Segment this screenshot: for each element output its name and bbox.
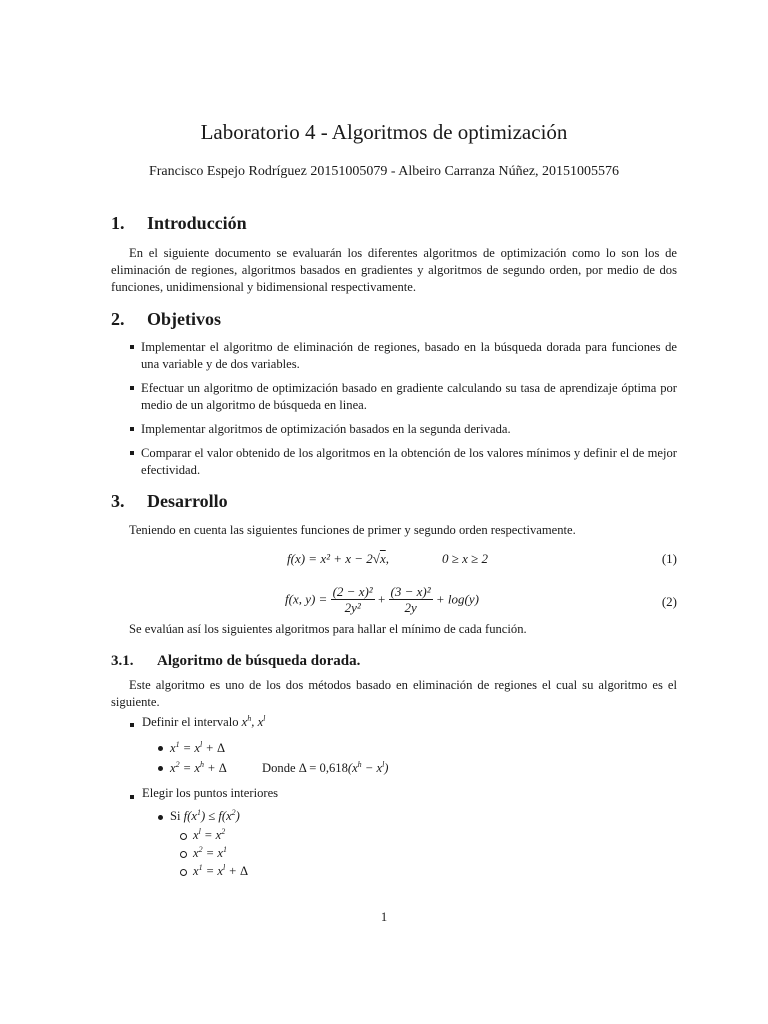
section-number: 3.	[111, 491, 125, 511]
list-item: Comparar el valor obtenido de los algoritmos en la obtención de los valores mínimos y definir el de mejor efectividad.	[111, 445, 677, 479]
desarrollo-intro: Teniendo en cuenta las siguientes funciones de primer y segundo orden respectivamente.	[129, 523, 576, 537]
formula-delta: Donde $\Delta = 0,618(x^h - x^l)$	[262, 760, 389, 776]
equation-2-formula: f(x, y) = $\frac{\text{(2 − x)²}}{\text{2y²}}$ + $\frac{\text{(3 − x)²}}{2y}$ + log(y)	[285, 584, 479, 615]
section-heading-objetivos	[111, 309, 221, 330]
intro-paragraph	[111, 245, 677, 296]
objectives-list	[111, 339, 677, 486]
bullet-dot-icon	[158, 746, 163, 751]
section-heading-introduccion	[111, 213, 247, 234]
bullet-circle-icon	[180, 833, 187, 840]
bullet-dot-icon	[158, 766, 163, 771]
assign-x1: $x^1 = x^l + \Delta$	[193, 863, 249, 879]
formula-x1: $x^1 = x^l + \Delta$	[170, 740, 226, 756]
equation-tag: (2)	[661, 594, 677, 609]
assign-x2: $x^2 = x^1$	[193, 845, 227, 861]
assign-xl: $x^l = x^2$	[193, 827, 226, 843]
section-number: 2.	[111, 309, 125, 329]
desarrollo-after: Se evalúan así los siguientes algoritmos para hallar el mínimo de cada función.	[129, 622, 527, 636]
formula-x2: $x^2 = x^h + \Delta$	[170, 760, 227, 776]
condition-si: Si $f(x^1) \le f(x^2)$	[170, 808, 240, 824]
bullet-square-icon	[130, 386, 134, 390]
intro-text: En el siguiente documento se evaluarán los diferentes algoritmos de optimización como lo son los de eliminación de regiones, algoritmos basados en gradientes y algoritmos de segundo orden, por medio de dos funciones, unidimensional y bidimensional respectivamente.	[111, 246, 677, 294]
step-interior-points: Elegir los puntos interiores	[142, 786, 279, 800]
bullet-dot-icon	[158, 815, 163, 820]
section-title: Objetivos	[147, 309, 221, 329]
bullet-square-icon	[130, 795, 134, 799]
page-number: 1	[380, 910, 388, 924]
list-item: Efectuar un algoritmo de optimización basado en gradiente calculando su tasa de aprendizaje óptima por medio de un algoritmo de búsqueda en linea.	[111, 380, 677, 414]
section-number: 1.	[111, 213, 125, 233]
equation-1: f(x) = x² + x − 2√x, 0 ≥ x ≥ 2 (1)	[287, 551, 677, 566]
bullet-circle-icon	[180, 869, 187, 876]
section-number: 3.1.	[111, 653, 134, 669]
list-item: Implementar algoritmos de optimización basados en la segunda derivada.	[111, 421, 677, 438]
equation-tag: (1)	[661, 551, 677, 566]
section-title: Introducción	[147, 213, 247, 233]
bullet-square-icon	[130, 451, 134, 455]
page-title: Laboratorio 4 - Algoritmos de optimización	[200, 120, 568, 144]
bullet-circle-icon	[180, 851, 187, 858]
list-item: Implementar el algoritmo de eliminación de regiones, basado en la búsqueda dorada para funciones de una variable y de dos variables.	[111, 339, 677, 373]
busqueda-paragraph: Este algoritmo es uno de los dos métodos basado en eliminación de regiones el cual su algoritmo es el siguiente.	[111, 678, 677, 709]
section-title: Desarrollo	[147, 491, 228, 511]
equation-2	[111, 584, 677, 620]
bullet-square-icon	[130, 723, 134, 727]
step-define-interval: Definir el intervalo $x^h$, $x^l$	[142, 714, 266, 730]
authors-line: Francisco Espejo Rodríguez 20151005079 - Albeiro Carranza Núñez, 20151005576	[148, 164, 620, 179]
section-heading-desarrollo	[111, 491, 228, 512]
bullet-square-icon	[130, 427, 134, 431]
bullet-square-icon	[130, 345, 134, 349]
section-title: Algoritmo de búsqueda dorada.	[157, 653, 361, 669]
subsection-heading-busqueda	[111, 653, 360, 670]
